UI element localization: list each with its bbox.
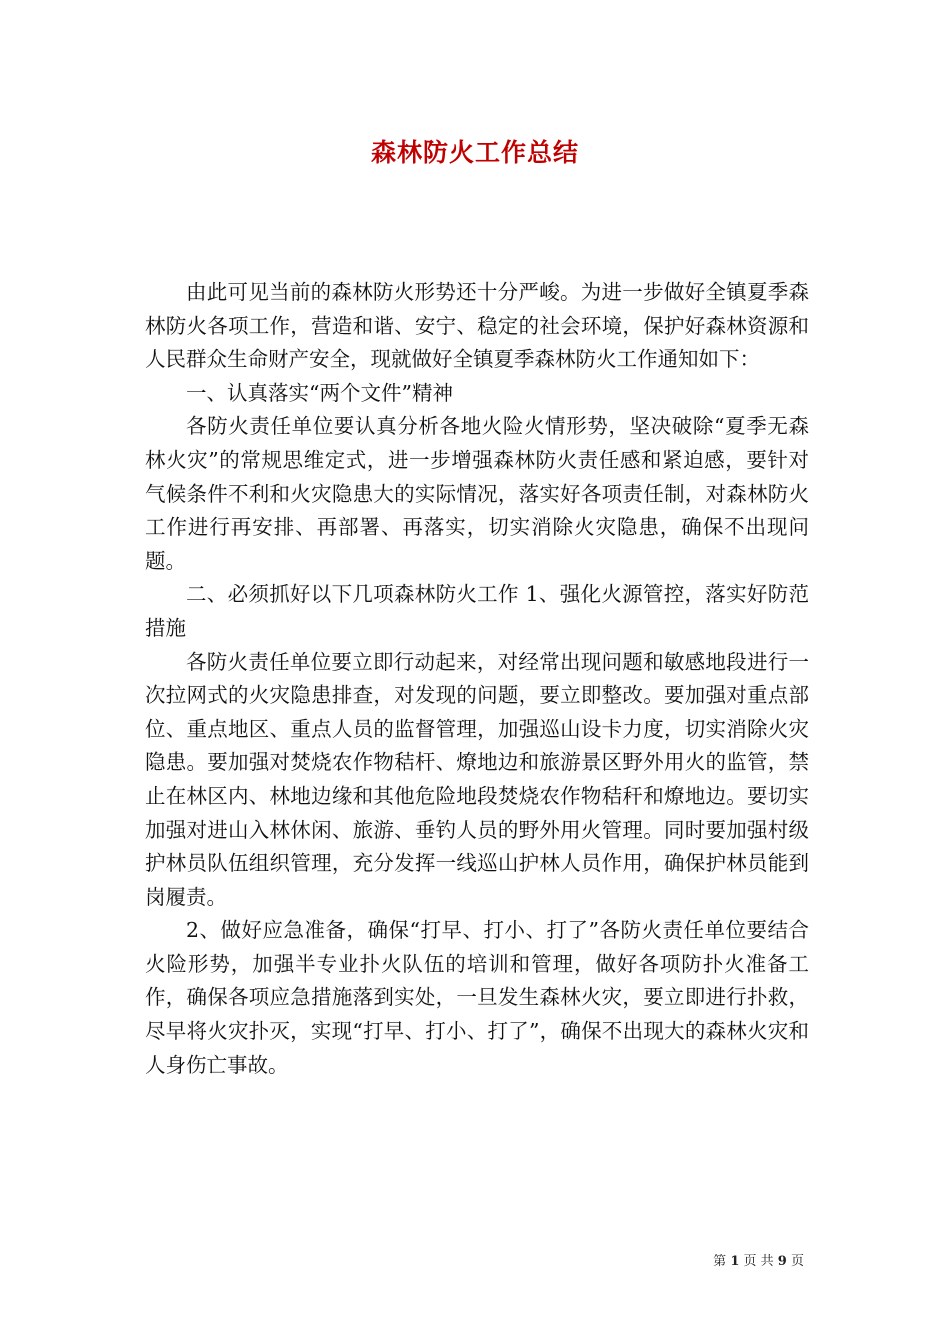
paragraph-section-2-item-2: 2、做好应急准备，确保“打早、打小、打了”各防火责任单位要结合火险形势，加强半专业扑火队伍的培训和管理，做好各项防扑火准备工作，确保各项应急措施落到实处，一旦发生森林火灾，要立即进行扑救，尽早将火灾扑灭，实现“打早、打小、打了”，确保不出现大的森林火灾和人身伤亡事故。 (145, 918, 809, 1077)
paragraph-section-2-item-1: 各防火责任单位要立即行动起来，对经常出现问题和敏感地段进行一次拉网式的火灾隐患排查，对发现的问题，要立即整改。要加强对重点部位、重点地区、重点人员的监督管理，加强巡山设卡力度，切实消除火灾隐患。要加强对焚烧农作物秸杆、燎地边和旅游景区野外用火的监管，禁止在林区内、林地边缘和其他危险地段焚烧农作物秸秆和燎地边。要切实加强对进山入林休闲、旅游、垂钓人员的野外用火管理。同时要加强村级护林员队伍组织管理，充分发挥一线巡山护林人员作用，确保护林员能到岗履责。 (145, 649, 809, 909)
paragraph-section-1: 各防火责任单位要认真分析各地火险火情形势，坚决破除“夏季无森林火灾”的常规思维定式，进一步增强森林防火责任感和紧迫感，要针对气候条件不利和火灾隐患大的实际情况，落实好各项责任制，对森林防火工作进行再安排、再部署、再落实，切实消除火灾隐患，确保不出现问题。 (145, 414, 809, 573)
document-body (145, 276, 809, 1082)
document-title: 森林防火工作总结 (370, 138, 579, 167)
paragraph-intro: 由此可见当前的森林防火形势还十分严峻。为进一步做好全镇夏季森林防火各项工作，营造和谐、安宁、稳定的社会环境，保护好森林资源和人民群众生命财产安全，现就做好全镇夏季森林防火工作通知如下： (145, 280, 809, 372)
section-heading-1: 一、认真落实“两个文件”精神 (186, 380, 453, 405)
page-footer (713, 1250, 804, 1269)
footer-middle: 页 共 (743, 1254, 774, 1269)
footer-current-page: 1 (730, 1254, 740, 1269)
footer-prefix: 第 (713, 1254, 727, 1269)
footer-suffix: 页 (790, 1254, 804, 1269)
footer-total-pages: 9 (777, 1254, 787, 1269)
section-heading-2: 二、必须抓好以下几项森林防火工作 1、强化火源管控，落实好防范措施 (145, 582, 809, 640)
